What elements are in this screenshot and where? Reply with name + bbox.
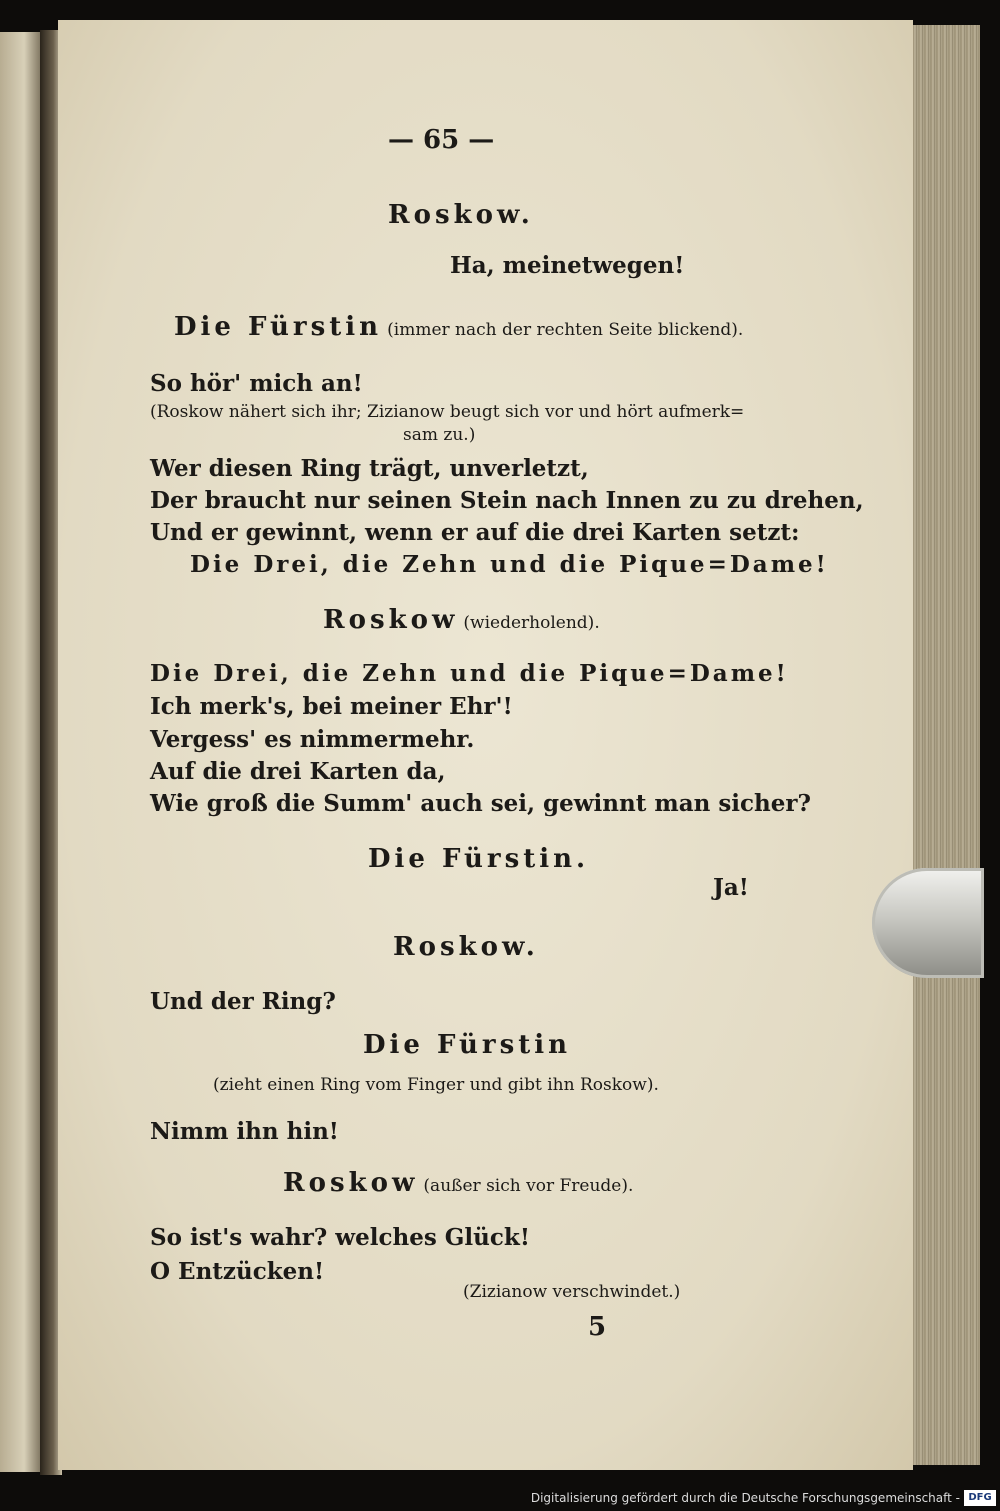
stage-direction: (Zizianow verschwindet.) bbox=[463, 1282, 681, 1302]
stage-direction: (außer sich vor Freude). bbox=[423, 1176, 634, 1196]
text-line: Wie groß die Summ' auch sei, gewinnt man sicher? bbox=[150, 790, 811, 817]
stage-direction: sam zu.) bbox=[403, 425, 476, 445]
book-page bbox=[58, 20, 913, 1470]
text-line: Die Drei, die Zehn und die Pique=Dame! bbox=[150, 660, 789, 687]
digitization-credit: Digitalisierung gefördert durch die Deutsche Forschungsgemeinschaft - bbox=[0, 1485, 1000, 1511]
speaker-fuerstin: Die Fürstin. bbox=[368, 844, 590, 874]
speaker-fuerstin: Die Fürstin bbox=[174, 312, 383, 342]
stage-direction: (wiederholend). bbox=[463, 613, 600, 633]
facing-page-edge bbox=[0, 32, 44, 1472]
speaker-fuerstin: Die Fürstin bbox=[363, 1030, 572, 1060]
page-stack-edges bbox=[905, 25, 980, 1465]
text-line: O Entzücken! bbox=[150, 1258, 325, 1285]
stage-direction: (immer nach der rechten Seite blickend). bbox=[387, 320, 744, 340]
text-line: Vergess' es nimmermehr. bbox=[150, 726, 475, 753]
text-line: Die Drei, die Zehn und die Pique=Dame! bbox=[190, 551, 829, 578]
stage-direction: (Roskow nähert sich ihr; Zizianow beugt sich vor und hört aufmerk= bbox=[150, 402, 745, 422]
text-line: Nimm ihn hin! bbox=[150, 1118, 339, 1145]
speaker-roskow: Roskow bbox=[323, 605, 459, 635]
text-line: Der braucht nur seinen Stein nach Innen zu zu drehen, bbox=[150, 487, 864, 514]
signature-mark: 5 bbox=[588, 1312, 607, 1342]
text-line: Auf die drei Karten da, bbox=[150, 758, 446, 785]
speaker-line bbox=[174, 312, 743, 342]
text-line: Und er gewinnt, wenn er auf die drei Karten setzt: bbox=[150, 519, 800, 546]
text-line: So hör' mich an! bbox=[150, 370, 363, 397]
stage-direction: (zieht einen Ring vom Finger und gibt ihn Roskow). bbox=[213, 1075, 659, 1095]
text-line: Ja! bbox=[713, 874, 749, 901]
text-line: Ich merk's, bei meiner Ehr'! bbox=[150, 693, 513, 720]
page-marker-tab bbox=[872, 868, 984, 978]
speaker-line bbox=[323, 605, 600, 635]
speaker-line bbox=[283, 1168, 633, 1198]
text-line: Und der Ring? bbox=[150, 988, 336, 1015]
text-line: So ist's wahr? welches Glück! bbox=[150, 1224, 530, 1251]
dfg-logo: DFG bbox=[964, 1490, 996, 1506]
speaker-roskow: Roskow. bbox=[388, 200, 534, 230]
speaker-roskow: Roskow bbox=[283, 1168, 419, 1198]
speaker-roskow: Roskow. bbox=[393, 932, 539, 962]
text-line: Ha, meinetwegen! bbox=[450, 252, 685, 279]
page-number-header: — 65 — bbox=[388, 125, 495, 155]
text-line: Wer diesen Ring trägt, unverletzt, bbox=[150, 455, 589, 482]
